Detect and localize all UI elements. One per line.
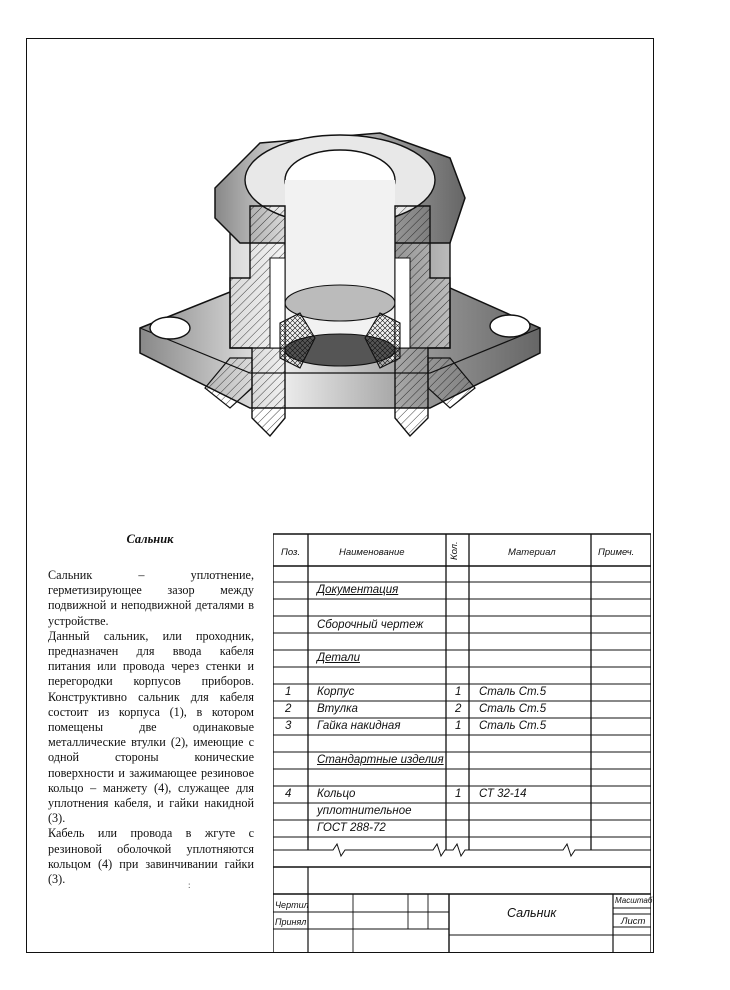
- row-4-pos: 4: [285, 788, 292, 800]
- row-2-qty: 2: [455, 703, 462, 715]
- stray-mark: :: [188, 880, 191, 890]
- row-4-material: СТ 32-14: [479, 788, 527, 800]
- row-4-qty: 1: [455, 788, 462, 800]
- description-paragraph: Сальник – уплотнение, герметизирующее зазор между подвижной и неподвижной деталями в устройстве.: [48, 568, 254, 628]
- section-standard: Стандартные изделия: [317, 754, 444, 766]
- description-paragraph: Кабель или провода в жгуте с резиновой оболочкой уплотняются кольцом (4) при завинчивании гайки (3).: [48, 826, 254, 887]
- section-documentation: Документация: [317, 584, 399, 596]
- row-3-name: Гайка накидная: [317, 720, 401, 732]
- row-2-material: Сталь Ст.5: [479, 703, 547, 715]
- section-assembly-drawing: Сборочный чертеж: [317, 619, 424, 631]
- row-3-material: Сталь Ст.5: [479, 720, 547, 732]
- row-1-name: Корпус: [317, 686, 355, 698]
- row-1-qty: 1: [455, 686, 462, 698]
- row-4-name-line-1: Кольцо: [317, 788, 356, 800]
- gland-section-illustration: [130, 118, 550, 448]
- description-paragraph: Данный сальник, или проходник, предназначен для ввода кабеля питания или провода через стенки и перегородки корпусов приборов. Конструктивно сальник для кабеля состоит из корпуса (1), в котором помещены две одинаковые металлические втулки (2), имеющие с одной стороны конические поверхности и зажимающее резиновое кольцо – манжету (4), служащее для уплотнения кабеля, и гайки накидной (3).: [48, 628, 254, 826]
- specification-table: [273, 532, 651, 952]
- document-title: Сальник: [126, 532, 174, 546]
- row-2-pos: 2: [285, 703, 292, 715]
- row-3-pos: 3: [285, 720, 292, 732]
- title-block-name: Сальник: [507, 906, 557, 920]
- header-qty: Кол.: [449, 541, 460, 560]
- row-3-qty: 1: [455, 720, 462, 732]
- header-pos: Поз.: [281, 547, 301, 558]
- row-4-name-line-2: уплотнительное: [317, 805, 412, 817]
- header-note: Примеч.: [598, 547, 635, 558]
- header-material: Материал: [508, 547, 556, 558]
- row-4-name-line-3: ГОСТ 288-72: [317, 822, 386, 834]
- row-2-name: Втулка: [317, 703, 358, 715]
- title-block-drew: Чертил: [275, 900, 309, 910]
- title-block-sheet: Лист: [621, 916, 646, 927]
- row-1-material: Сталь Ст.5: [479, 686, 547, 698]
- row-1-pos: 1: [285, 686, 292, 698]
- title-block-scale: Масштаб: [615, 896, 653, 905]
- section-parts: Детали: [317, 652, 360, 664]
- header-name: Наименование: [339, 547, 405, 558]
- description-text: [48, 568, 254, 887]
- title-block-accepted: Принял: [275, 917, 307, 927]
